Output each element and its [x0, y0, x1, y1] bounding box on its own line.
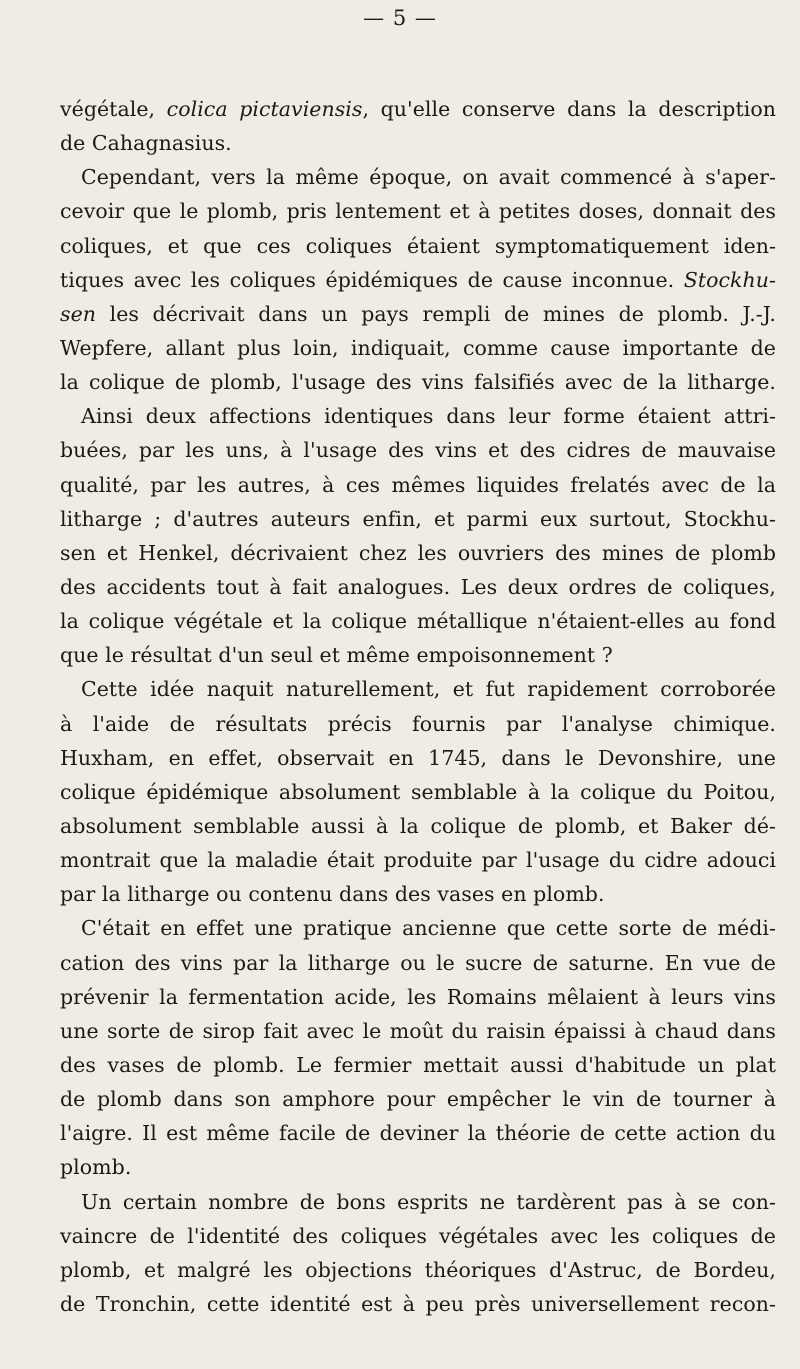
text-run: buées, par les uns, à l'usage des vins et des cidres de mauvaise [60, 438, 776, 463]
text-line [60, 946, 776, 980]
text-run: coliques, et que ces coliques étaient symptomatiquement iden- [60, 233, 776, 258]
text-run: montrait que la maladie était produite par l'usage du cidre adouci [60, 848, 776, 873]
text-run: tiques avec les coliques épidémiques de cause inconnue. [60, 267, 684, 292]
text-run: des accidents tout à fait analogues. Les deux ordres de coliques, [60, 574, 776, 599]
text-line [60, 1185, 776, 1219]
text-run: végétale, [60, 97, 167, 121]
text-run: qualité, par les autres, à ces mêmes liquides frelatés avec de la [60, 472, 776, 497]
text-line [60, 1150, 776, 1184]
text-line [60, 1116, 776, 1150]
text-line [60, 1082, 776, 1116]
text-run: cevoir que le plomb, pris lentement et à petites doses, donnait des [60, 199, 776, 224]
text-line [60, 126, 776, 160]
text-line [60, 92, 776, 126]
text-run: colique épidémique absolument semblable à la colique du Poitou, [60, 779, 776, 804]
text-line [60, 536, 776, 570]
text-run: les décrivait dans un pays rempli de mines de plomb. J.-J. [96, 301, 776, 326]
text-run: vaincre de l'identité des coliques végétales avec les coliques de [60, 1223, 776, 1248]
text-line [60, 570, 776, 604]
text-line [60, 263, 776, 297]
text-line [60, 468, 776, 502]
text-line [60, 672, 776, 706]
text-line [60, 502, 776, 536]
text-run: Wepfere, allant plus loin, indiquait, comme cause importante de [60, 335, 776, 360]
text-run: prévenir la fermentation acide, les Romains mêlaient à leurs vins [60, 984, 776, 1009]
text-run: que le résultat d'un seul et même empoisonnement ? [60, 643, 613, 668]
text-run: la colique végétale et la colique métallique n'étaient-elles au fond [60, 609, 776, 634]
text-run: Ainsi deux affections identiques dans leur forme étaient attri- [81, 404, 776, 429]
text-run: litharge ; d'autres auteurs enfin, et parmi eux surtout, Stockhu- [60, 506, 776, 531]
text-run: Un certain nombre de bons esprits ne tardèrent pas à se con- [81, 1189, 776, 1214]
text-line [60, 297, 776, 331]
text-line [60, 604, 776, 638]
text-line [60, 1014, 776, 1048]
text-line [60, 160, 776, 194]
text-line [60, 809, 776, 843]
italic-text: sen [60, 301, 97, 326]
text-run: de Cahagnasius. [60, 131, 232, 156]
text-line [60, 911, 776, 945]
text-run: une sorte de sirop fait avec le moût du raisin épaissi à chaud dans [60, 1018, 776, 1043]
text-line [60, 194, 776, 228]
text-run: , qu'elle conserve dans la description [362, 97, 776, 121]
text-line [60, 1219, 776, 1253]
text-run: à l'aide de résultats précis fournis par l'analyse chimique. [60, 711, 776, 736]
text-line [60, 707, 776, 741]
text-run: de Tronchin, cette identité est à peu près universellement recon- [60, 1291, 776, 1316]
text-line [60, 775, 776, 809]
text-run: plomb. [60, 1155, 132, 1180]
text-line [60, 365, 776, 399]
italic-text: colica pictaviensis [166, 97, 363, 121]
text-run: C'était en effet une pratique ancienne que cette sorte de médi- [81, 916, 776, 941]
text-line [60, 843, 776, 877]
text-run: plomb, et malgré les objections théoriques d'Astruc, de Bordeu, [60, 1257, 776, 1282]
text-run: par la litharge ou contenu dans des vases en plomb. [60, 882, 605, 907]
text-line [60, 399, 776, 433]
text-line [60, 877, 776, 911]
page-number: — 5 — [363, 6, 437, 30]
text-run: Cependant, vers la même époque, on avait commencé à s'aper- [81, 165, 776, 190]
text-line [60, 638, 776, 672]
text-line [60, 980, 776, 1014]
text-run: de plomb dans son amphore pour empêcher le vin de tourner à [60, 1087, 776, 1112]
text-run: Cette idée naquit naturellement, et fut rapidement corroborée [81, 677, 776, 702]
text-line [60, 1253, 776, 1287]
text-run: la colique de plomb, l'usage des vins falsifiés avec de la litharge. [60, 370, 776, 395]
text-line [60, 1048, 776, 1082]
text-line [60, 1287, 776, 1321]
text-line [60, 741, 776, 775]
text-line [60, 331, 776, 365]
text-run: sen et Henkel, décrivaient chez les ouvriers des mines de plomb [60, 540, 776, 565]
text-run: Huxham, en effet, observait en 1745, dans le Devonshire, une [60, 745, 776, 770]
italic-text: Stockhu- [683, 267, 776, 292]
text-run: absolument semblable aussi à la colique de plomb, et Baker dé- [60, 813, 776, 838]
text-run: des vases de plomb. Le fermier mettait aussi d'habitude un plat [60, 1052, 776, 1077]
text-line [60, 433, 776, 467]
text-run: l'aigre. Il est même facile de deviner la théorie de cette action du [60, 1121, 776, 1146]
body-text [60, 92, 776, 1321]
text-run: cation des vins par la litharge ou le sucre de saturne. En vue de [60, 950, 776, 975]
text-line [60, 229, 776, 263]
